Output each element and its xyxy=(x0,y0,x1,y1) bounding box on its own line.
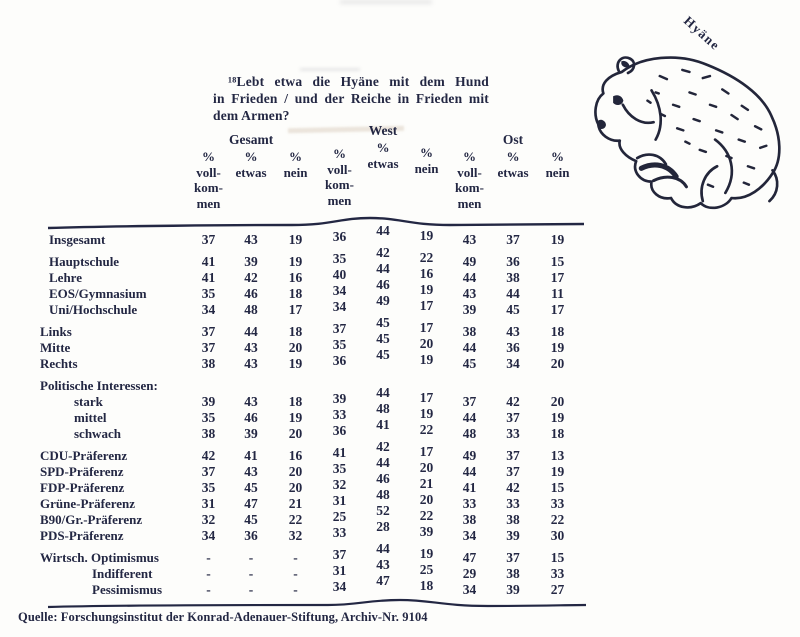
table-cell: - xyxy=(206,566,211,581)
table-cell: 44 xyxy=(376,541,390,556)
table-cell: 27 xyxy=(550,582,565,597)
table-row xyxy=(36,223,580,248)
column-group-label: Gesamt xyxy=(229,132,274,147)
table-cell: 33 xyxy=(550,566,565,581)
table-cell: 45 xyxy=(244,512,258,527)
table-cell: 48 xyxy=(462,426,477,441)
table-cell: 42 xyxy=(376,439,390,454)
table-cell: 49 xyxy=(462,448,477,463)
table-cell: - xyxy=(293,550,298,565)
table-cell: 28 xyxy=(376,519,390,534)
table-cell: 46 xyxy=(376,471,390,486)
table-cell: 19 xyxy=(288,410,303,425)
table-cell: 47 xyxy=(376,573,390,588)
table-cell: 39 xyxy=(506,582,520,597)
table-cell: 34 xyxy=(332,283,347,298)
row-label: Pessimismus xyxy=(92,582,163,597)
table-cell: 42 xyxy=(506,394,520,409)
table-cell: 32 xyxy=(201,512,216,527)
table-cell: 48 xyxy=(376,487,390,502)
table-cell: 20 xyxy=(288,480,303,495)
table-cell: 43 xyxy=(244,232,258,247)
table-cell: 42 xyxy=(506,480,520,495)
table-cell: 34 xyxy=(332,299,347,314)
table-cell: 18 xyxy=(288,286,303,301)
table-cell: 15 xyxy=(550,254,565,269)
table-cell: 18 xyxy=(550,324,565,339)
table-cell: 47 xyxy=(462,550,477,565)
table-cell: 43 xyxy=(244,394,258,409)
row-label: Hauptschule xyxy=(49,254,120,269)
table-cell: 19 xyxy=(288,232,303,247)
table-cell: - xyxy=(248,566,254,581)
table-cell: 46 xyxy=(376,277,390,292)
table-cell: 37 xyxy=(506,464,520,479)
column-header: % voll- kom- men xyxy=(455,149,484,211)
table-cell: 36 xyxy=(332,423,347,438)
table-cell: 41 xyxy=(376,417,390,432)
table-cell: 19 xyxy=(419,546,434,561)
table-cell: 38 xyxy=(462,512,477,527)
table-section-row xyxy=(36,378,580,394)
table-cell: 44 xyxy=(462,410,477,425)
table-cell: 38 xyxy=(201,356,216,371)
table-cell: 33 xyxy=(332,525,347,540)
source-note: Quelle: Forschungsinstitut der Konrad-Adenauer-Stiftung, Archiv-Nr. 9104 xyxy=(18,610,428,624)
table-cell: 34 xyxy=(462,528,477,543)
table-cell: 45 xyxy=(376,315,390,330)
table-cell: 35 xyxy=(201,286,216,301)
table-cell: 22 xyxy=(419,422,434,437)
table-cell: 20 xyxy=(419,336,434,351)
row-label: Rechts xyxy=(40,356,78,371)
table-row xyxy=(36,315,580,340)
table-cell: 37 xyxy=(332,321,347,336)
table-cell: 25 xyxy=(419,562,434,577)
table-cell: 33 xyxy=(332,407,347,422)
table-cell: 18 xyxy=(288,324,303,339)
table-cell: 45 xyxy=(462,356,477,371)
row-label: SPD-Präferenz xyxy=(40,464,124,479)
table-cell: 34 xyxy=(462,582,477,597)
table-cell: 30 xyxy=(550,528,565,543)
table-cell: 22 xyxy=(550,512,565,527)
table-cell: 39 xyxy=(244,426,258,441)
row-label: FDP-Präferenz xyxy=(40,480,125,495)
table-cell: 38 xyxy=(506,512,520,527)
scan-artifact xyxy=(340,0,432,4)
table-cell: 33 xyxy=(550,496,565,511)
table-cell: 42 xyxy=(244,270,258,285)
table-cell: 37 xyxy=(506,550,520,565)
table-cell: 38 xyxy=(201,426,216,441)
table-cell: 52 xyxy=(376,503,390,518)
table-cell: - xyxy=(248,550,254,565)
table-cell: 43 xyxy=(244,356,258,371)
table-cell: 43 xyxy=(462,232,477,247)
table-cell: 37 xyxy=(506,410,520,425)
table-cell: 16 xyxy=(288,448,303,463)
table-cell: 38 xyxy=(506,270,520,285)
table-cell: 16 xyxy=(419,266,434,281)
table-cell: 17 xyxy=(419,444,434,459)
table-cell: 20 xyxy=(288,340,303,355)
table-cell: 20 xyxy=(419,460,434,475)
table-cell: 17 xyxy=(419,320,434,335)
table-cell: 20 xyxy=(288,426,303,441)
table-cell: 43 xyxy=(506,324,520,339)
table-cell: 22 xyxy=(288,512,303,527)
table-cell: 34 xyxy=(201,528,216,543)
table-cell: 34 xyxy=(201,302,216,317)
table-cell: 49 xyxy=(462,254,477,269)
table-cell: 41 xyxy=(462,480,477,495)
table-cell: 45 xyxy=(244,480,258,495)
row-label: PDS-Präferenz xyxy=(40,528,124,543)
table-row xyxy=(36,439,580,464)
row-label: Mitte xyxy=(40,340,71,355)
table-bottom-rule xyxy=(28,597,588,611)
table-cell: 21 xyxy=(288,496,303,511)
row-label: schwach xyxy=(74,426,121,441)
row-label: Uni/Hochschule xyxy=(49,302,138,317)
table-cell: 19 xyxy=(288,356,303,371)
table-cell: 45 xyxy=(376,331,390,346)
table-cell: 37 xyxy=(506,232,520,247)
table-cell: 19 xyxy=(419,406,434,421)
table-cell: - xyxy=(248,582,254,597)
table-cell: 43 xyxy=(376,557,390,572)
row-label: stark xyxy=(74,394,103,409)
table-cell: 17 xyxy=(550,302,565,317)
table-cell: 47 xyxy=(244,496,258,511)
table-cell: 19 xyxy=(550,410,565,425)
row-label: Links xyxy=(40,324,72,339)
table-cell: 35 xyxy=(332,337,347,352)
table-cell: 16 xyxy=(288,270,303,285)
table-cell: 48 xyxy=(376,401,390,416)
table-cell: 39 xyxy=(201,394,216,409)
table-cell: 19 xyxy=(550,464,565,479)
table-cell: 44 xyxy=(506,286,520,301)
question-text xyxy=(213,73,489,124)
table-top-rule xyxy=(34,216,586,232)
table-cell: 39 xyxy=(244,254,258,269)
table-cell: 20 xyxy=(419,492,434,507)
row-label: Indifferent xyxy=(92,566,153,581)
table-cell: 17 xyxy=(419,298,434,313)
table-cell: 37 xyxy=(201,340,216,355)
table-cell: 43 xyxy=(462,286,477,301)
table-cell: 31 xyxy=(332,493,347,508)
table-cell: 41 xyxy=(201,270,216,285)
table-cell: 35 xyxy=(201,480,216,495)
table-cell: 19 xyxy=(419,228,434,243)
table-cell: 19 xyxy=(550,232,565,247)
table-row xyxy=(36,541,580,566)
table-cell: 15 xyxy=(550,480,565,495)
table-cell: 18 xyxy=(419,578,434,593)
table-cell: 33 xyxy=(506,496,520,511)
table-cell: 44 xyxy=(376,385,390,400)
table-cell: 34 xyxy=(332,579,347,594)
table-cell: 17 xyxy=(288,302,303,317)
table-cell: 44 xyxy=(462,340,477,355)
table-cell: 43 xyxy=(244,464,258,479)
table-cell: - xyxy=(293,582,298,597)
table-cell: 36 xyxy=(244,528,258,543)
table-cell: 20 xyxy=(288,464,303,479)
table-cell: 19 xyxy=(550,340,565,355)
table-cell: 33 xyxy=(506,426,520,441)
table-cell: 39 xyxy=(332,391,347,406)
question-line: ¹⁸Lebt etwa die Hyäne mit dem Hund xyxy=(228,74,489,89)
table-cell: - xyxy=(293,566,298,581)
table-cell: - xyxy=(206,550,211,565)
table-cell: 36 xyxy=(506,254,520,269)
table-cell: 40 xyxy=(332,267,347,282)
table-cell: 44 xyxy=(376,261,390,276)
table-cell: 18 xyxy=(550,426,565,441)
table-cell: 22 xyxy=(419,508,434,523)
table-cell: 37 xyxy=(462,394,477,409)
table-cell: 17 xyxy=(419,390,434,405)
table-cell: 21 xyxy=(419,476,434,491)
column-group-label: West xyxy=(368,123,398,138)
table-cell: 32 xyxy=(332,477,347,492)
column-header: % etwas xyxy=(367,140,399,171)
table-cell: 35 xyxy=(332,251,347,266)
column-header: % voll- kom- men xyxy=(325,146,354,208)
table-cell: 46 xyxy=(244,410,258,425)
table-cell: 39 xyxy=(506,528,520,543)
table-cell: 33 xyxy=(462,496,477,511)
table-cell: 39 xyxy=(462,302,477,317)
row-label: Wirtsch. Optimismus xyxy=(40,550,159,565)
table-cell: 32 xyxy=(288,528,303,543)
row-label: B90/Gr.-Präferenz xyxy=(40,512,143,527)
hyena-sketch xyxy=(588,48,793,223)
table-cell: 44 xyxy=(376,223,390,238)
table-header xyxy=(36,123,580,211)
table-cell: 18 xyxy=(288,394,303,409)
table-cell: 19 xyxy=(288,254,303,269)
table-cell: 43 xyxy=(244,340,258,355)
table-cell: 34 xyxy=(506,356,520,371)
table-cell: - xyxy=(206,582,211,597)
table-cell: 37 xyxy=(201,232,216,247)
table-cell: 42 xyxy=(376,245,390,260)
table-cell: 19 xyxy=(419,352,434,367)
table-cell: 13 xyxy=(550,448,565,463)
table-cell: 25 xyxy=(332,509,347,524)
hyena-caption: Hyäne xyxy=(680,13,724,54)
row-label: EOS/Gymnasium xyxy=(49,286,147,301)
table-row xyxy=(36,245,580,270)
table-cell: 44 xyxy=(244,324,258,339)
table-cell: 20 xyxy=(550,356,565,371)
table-cell: 45 xyxy=(376,347,390,362)
row-label: Insgesamt xyxy=(49,232,106,247)
table-cell: 11 xyxy=(551,286,564,301)
table-cell: 44 xyxy=(462,464,477,479)
table-cell: 20 xyxy=(550,394,565,409)
hyena-illustration xyxy=(588,48,793,228)
table-cell: 15 xyxy=(550,550,565,565)
table-cell: 31 xyxy=(332,563,347,578)
table-cell: 37 xyxy=(506,448,520,463)
column-header: % etwas xyxy=(497,149,529,180)
section-label: Politische Interessen: xyxy=(40,378,158,393)
row-label: CDU-Präferenz xyxy=(40,448,128,463)
table-cell: 42 xyxy=(201,448,216,463)
table-body xyxy=(36,223,580,598)
row-label: mittel xyxy=(74,410,107,425)
table-cell: 44 xyxy=(376,455,390,470)
question-line: in Frieden / und der Reiche in Frieden mit xyxy=(213,91,489,106)
table-cell: 37 xyxy=(201,464,216,479)
column-header: % etwas xyxy=(235,149,267,180)
table-cell: 38 xyxy=(506,566,520,581)
column-header: % voll- kom- men xyxy=(194,149,223,211)
table-cell: 46 xyxy=(244,286,258,301)
question-line: dem Armen? xyxy=(213,108,290,123)
table-cell: 36 xyxy=(332,353,347,368)
row-label: Grüne-Präferenz xyxy=(40,496,136,511)
table-cell: 44 xyxy=(462,270,477,285)
table-cell: 36 xyxy=(332,229,347,244)
row-label: Lehre xyxy=(49,270,82,285)
table-cell: 41 xyxy=(332,445,347,460)
table-cell: 19 xyxy=(419,282,434,297)
table-cell: 22 xyxy=(419,250,434,265)
table-cell: 41 xyxy=(244,448,258,463)
table-cell: 37 xyxy=(201,324,216,339)
table-cell: 36 xyxy=(506,340,520,355)
table-cell: 48 xyxy=(244,302,258,317)
table-cell: 38 xyxy=(462,324,477,339)
table-cell: 31 xyxy=(201,496,216,511)
table-cell: 49 xyxy=(376,293,390,308)
table-cell: 41 xyxy=(201,254,216,269)
table-cell: 39 xyxy=(419,524,434,539)
table-cell: 35 xyxy=(201,410,216,425)
table-cell: 37 xyxy=(332,547,347,562)
table-cell: 17 xyxy=(550,270,565,285)
column-header: % nein xyxy=(283,149,308,180)
table-cell: 35 xyxy=(332,461,347,476)
scan-artifact xyxy=(300,68,360,71)
table-cell: 29 xyxy=(462,566,477,581)
table-cell: 45 xyxy=(506,302,520,317)
column-header: % nein xyxy=(414,145,439,176)
column-group-label: Ost xyxy=(502,132,524,147)
column-header: % nein xyxy=(545,149,570,180)
